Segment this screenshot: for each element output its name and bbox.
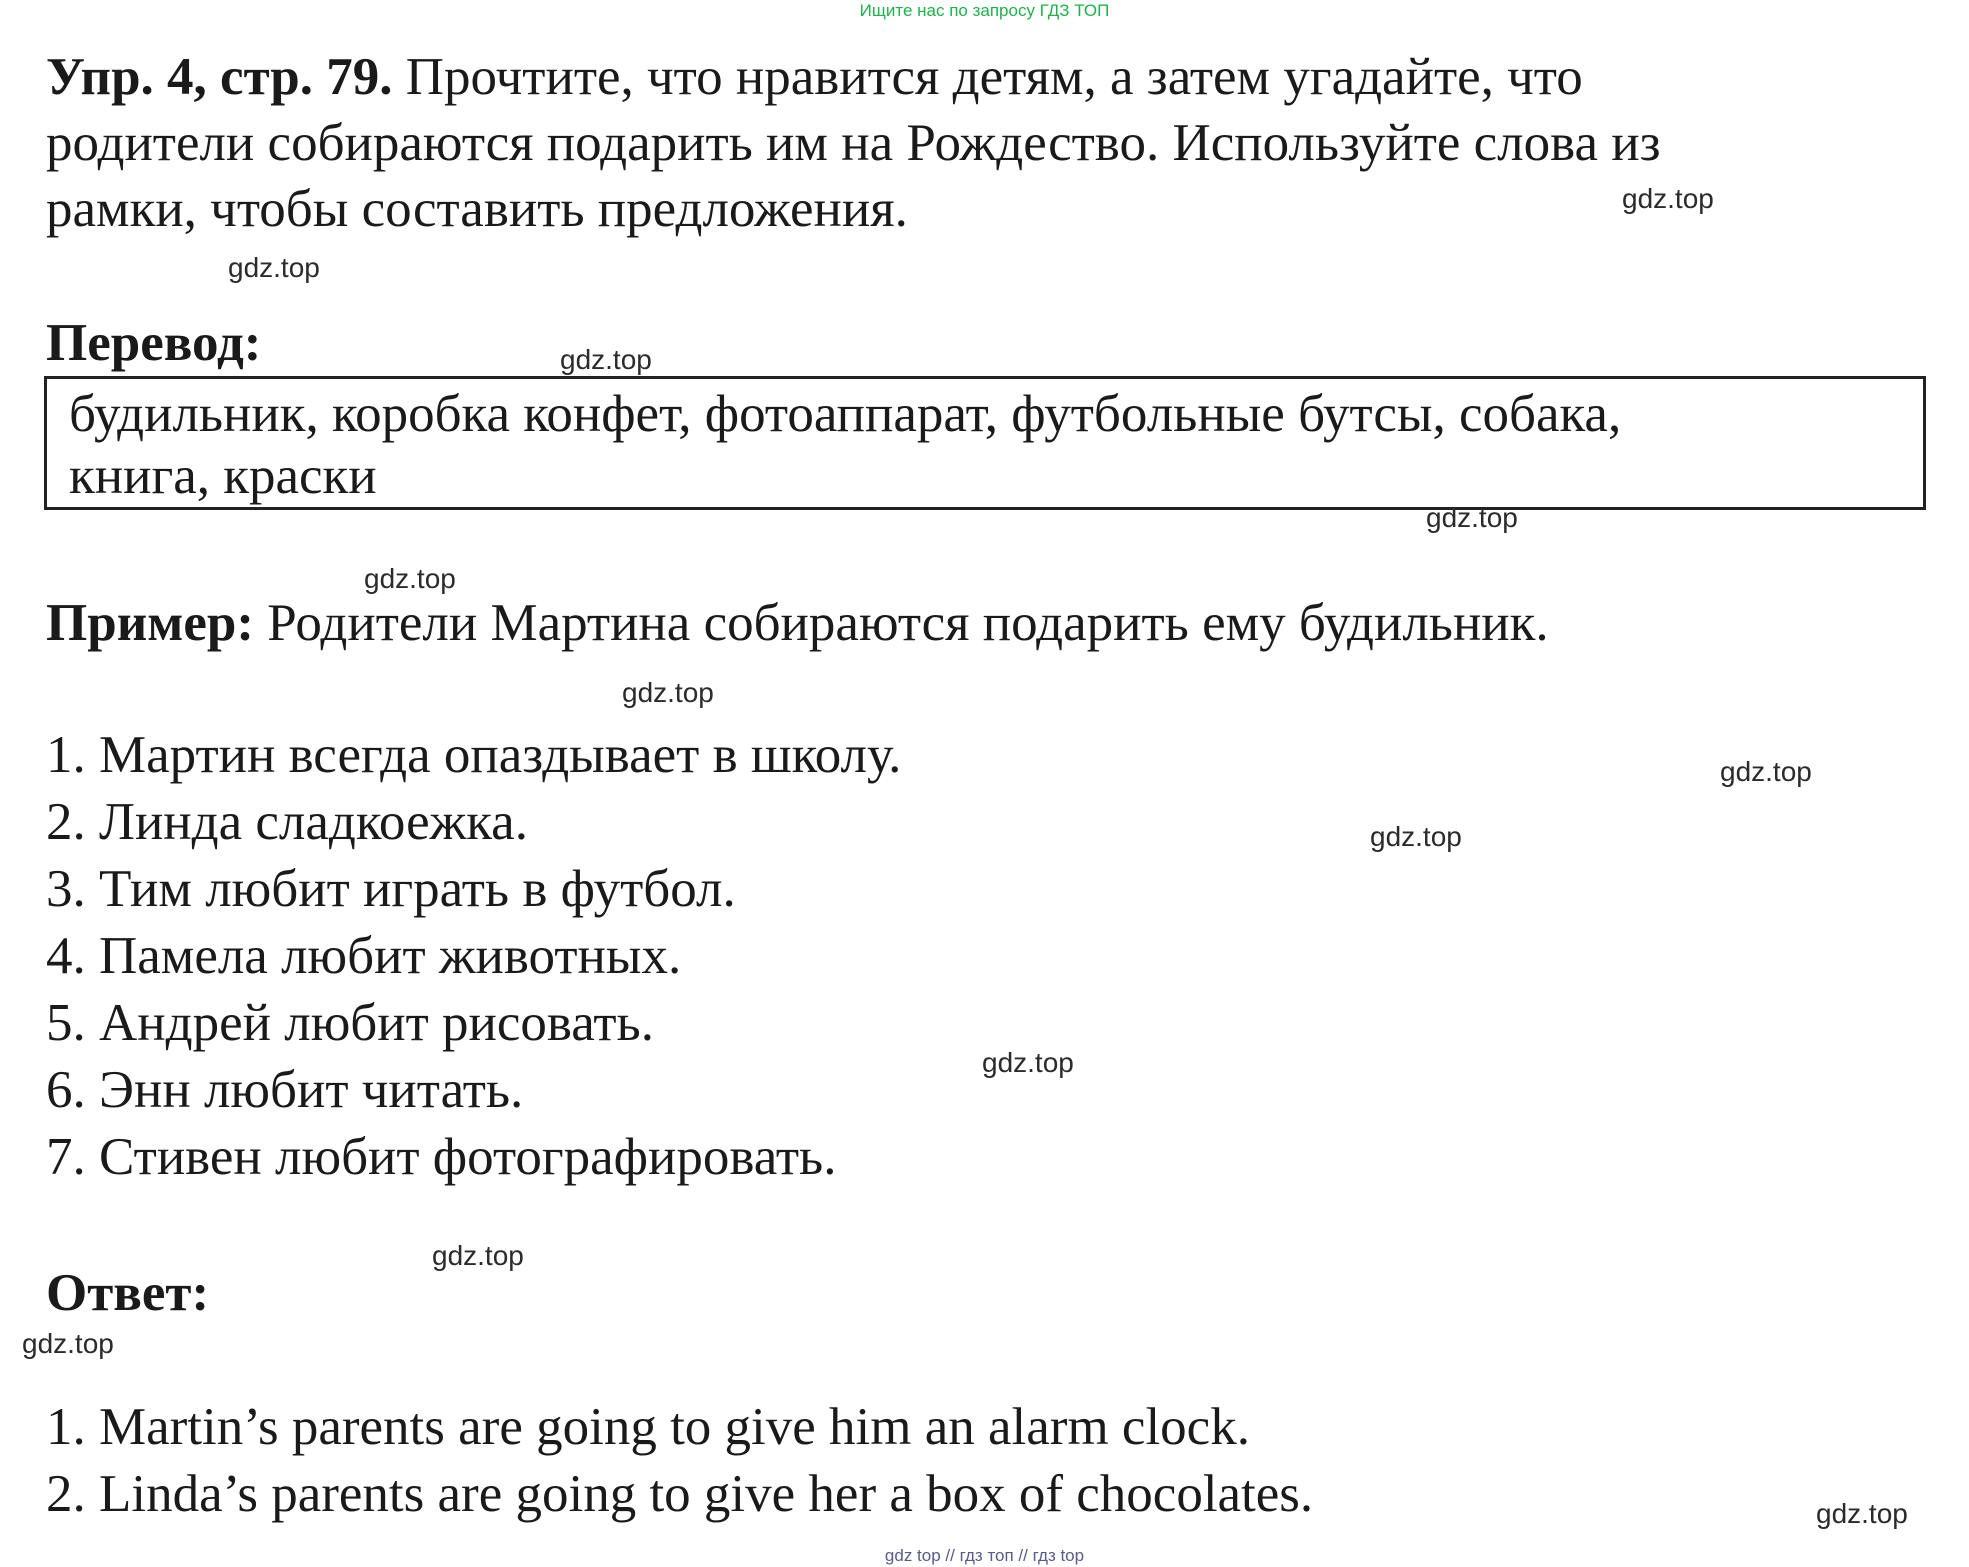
answer-heading: Ответ:	[46, 1264, 210, 1322]
watermark: gdz.top	[1816, 1498, 1908, 1529]
word-box-line-1: будильник, коробка конфет, фотоаппарат, футбольные бутсы, собака,	[69, 385, 1622, 443]
word-box	[44, 376, 1926, 510]
translation-heading: Перевод:	[46, 314, 262, 372]
task-line-3: рамки, чтобы составить предложения.	[46, 180, 908, 238]
watermark: gdz.top	[1622, 183, 1714, 214]
answer-line-1: 1. Martin’s parents are going to give him an alarm clock.	[46, 1398, 1250, 1456]
example-text: Родители Мартина собираются подарить ему будильник.	[267, 594, 1549, 652]
word-box-line-2: книга, краски	[69, 447, 377, 505]
top-banner-link[interactable]: Ищите нас по запросу ГДЗ ТОП	[859, 1, 1110, 20]
sentence-2: 2. Линда сладкоежка.	[46, 793, 528, 851]
sentence-7: 7. Стивен любит фотографировать.	[46, 1128, 837, 1186]
footer-links[interactable]: gdz top // гдз топ // гдз top	[884, 1546, 1085, 1565]
task-line-1	[46, 46, 1583, 108]
answer-line-2: 2. Linda’s parents are going to give her a box of chocolates.	[46, 1465, 1314, 1523]
example-line	[46, 592, 1549, 654]
sentence-5: 5. Андрей любит рисовать.	[46, 994, 654, 1052]
watermark: gdz.top	[1370, 821, 1462, 852]
example-label: Пример:	[46, 594, 254, 652]
sentence-6: 6. Энн любит читать.	[46, 1061, 524, 1119]
watermark: gdz.top	[364, 563, 456, 594]
watermark: gdz.top	[982, 1047, 1074, 1078]
task-label: Упр. 4, стр. 79.	[46, 48, 393, 106]
sentence-1: 1. Мартин всегда опаздывает в школу.	[46, 726, 902, 784]
task-text-1: Прочтите, что нравится детям, а затем угадайте, что	[405, 48, 1583, 106]
task-line-2: родители собираются подарить им на Рождество. Используйте слова из	[46, 114, 1661, 172]
watermark: gdz.top	[1426, 502, 1518, 533]
watermark: gdz.top	[432, 1240, 524, 1271]
watermark: gdz.top	[228, 252, 320, 283]
sentence-4: 4. Памела любит животных.	[46, 927, 682, 985]
watermark: gdz.top	[622, 677, 714, 708]
watermark: gdz.top	[560, 344, 652, 375]
watermark: gdz.top	[1720, 756, 1812, 787]
watermark: gdz.top	[22, 1328, 114, 1359]
sentence-3: 3. Тим любит играть в футбол.	[46, 860, 736, 918]
